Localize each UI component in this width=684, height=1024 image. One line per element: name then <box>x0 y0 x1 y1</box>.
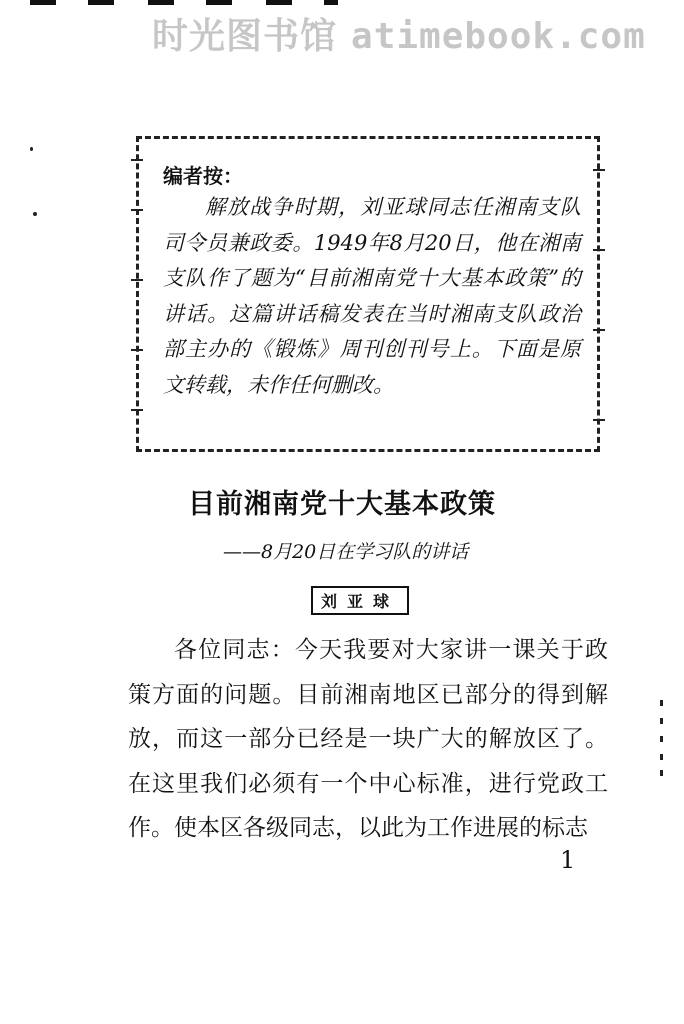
editor-note-body: 解放战争时期，刘亚球同志任湘南支队司令员兼政委。1949年8月20日，他在湘南支队作了题为“目前湘南党十大基本政策”的讲话。这篇讲话稿发表在当时湘南支队政治部主办的《锻炼》周刊创刊号上。下面是原文转载，未作任何删改。 <box>163 195 581 397</box>
right-edge-marks <box>658 700 666 780</box>
page-number: 1 <box>560 846 576 874</box>
watermark <box>152 8 682 59</box>
article-body: 各位同志：今天我要对大家讲一课关于政策方面的问题。目前湘南地区已部分的得到解放，而这一部分已经是一块广大的解放区了。在这里我们必须有一个中心标准，进行党政工作。使本区各级同志，以此为工作进展的标志 <box>128 637 608 841</box>
editor-note-title: 编者按： <box>163 164 243 188</box>
article-subtitle: ——8月20日在学习队的讲话 <box>223 541 469 563</box>
article-title: 目前湘南党十大基本政策 <box>188 489 496 520</box>
scan-speck <box>33 212 37 216</box>
scan-speck <box>30 147 33 151</box>
watermark-name: 时光图书馆 <box>152 16 338 57</box>
author-name: 刘亚球 <box>311 586 409 615</box>
watermark-url: atimebook.com <box>351 16 646 57</box>
